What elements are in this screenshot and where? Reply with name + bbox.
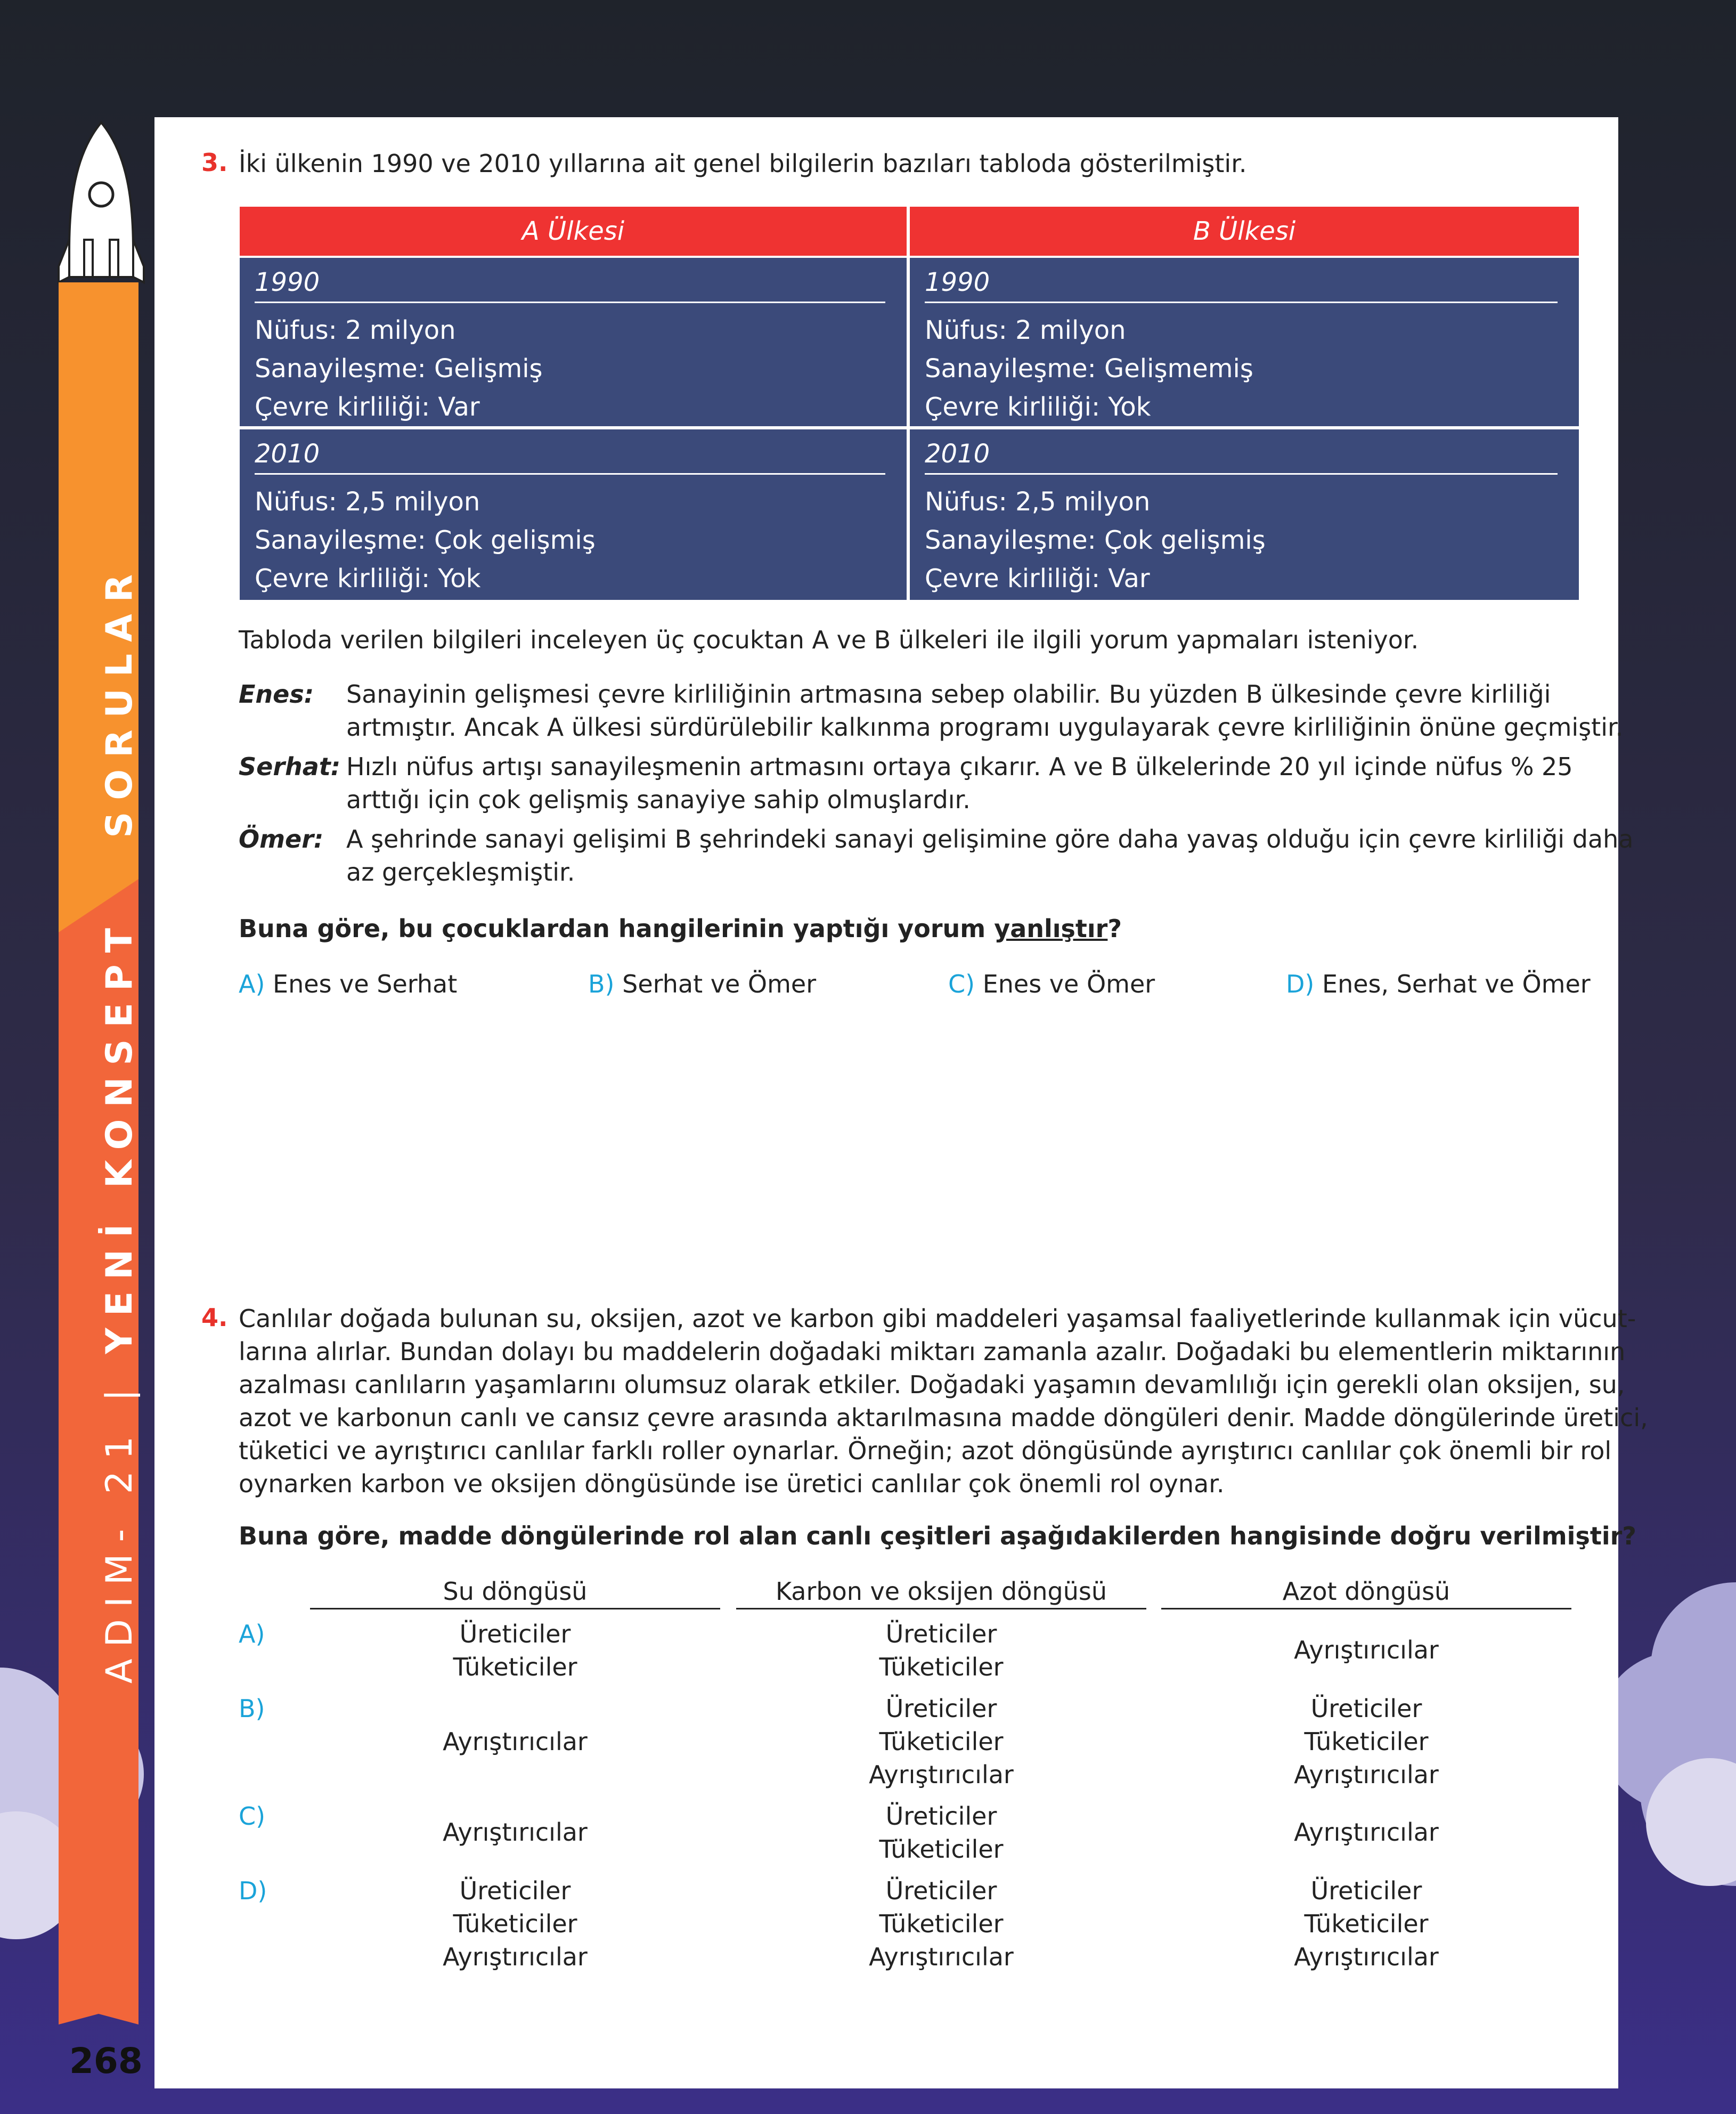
divider (925, 473, 1558, 475)
q3-option-a[interactable] (239, 967, 457, 1001)
q4-option-a[interactable]: A) (239, 1620, 265, 1648)
paragraph-line: oynarken karbon ve oksijen döngüsünde ise üretici canlılar çok önemli rol oynar. (239, 1469, 1225, 1498)
q3-option-b[interactable] (588, 967, 816, 1001)
paragraph-line: Canlılar doğada bulunan su, oksijen, azot ve karbon gibi maddeleri yaşamsal faaliyetlerinde kullanmak için vücut- (239, 1304, 1636, 1333)
role: Üreticiler (885, 1876, 997, 1905)
role: Ayrıştırıcılar (1294, 1760, 1439, 1789)
prompt-text: Buna göre, bu çocuklardan hangilerinin yaptığı yorum (239, 914, 995, 943)
q4-option-d[interactable]: D) (239, 1876, 267, 1905)
role: Ayrıştırıcılar (443, 1727, 588, 1756)
option-text: Serhat ve Ömer (622, 970, 817, 998)
comment-enes-line1: Sanayinin gelişmesi çevre kirliliğinin artmasına sebep olabilir. Bu yüzden B ülkesinde çevre kirliliği (346, 680, 1551, 709)
d-carbon (736, 1874, 1146, 1973)
q3-option-c[interactable] (948, 967, 1155, 1001)
comment-serhat-line1: Hızlı nüfus artışı sanayileşmenin artmasını ortaya çıkarır. A ve B ülkelerinde 20 yıl içinde nüfus % 25 (346, 752, 1573, 781)
role: Ayrıştırıcılar (1294, 1818, 1439, 1847)
col-head-water: Su döngüsü (310, 1577, 720, 1609)
role: Ayrıştırıcılar (1294, 1636, 1439, 1664)
role: Ayrıştırıcılar (443, 1942, 588, 1971)
divider (925, 302, 1558, 303)
role: Tüketiciler (879, 1727, 1004, 1756)
role: Üreticiler (1310, 1694, 1422, 1723)
divider (255, 302, 885, 303)
role: Tüketiciler (453, 1653, 577, 1681)
option-letter: B) (588, 970, 615, 998)
option-letter: A) (239, 970, 265, 998)
q3-option-d[interactable] (1286, 967, 1591, 1001)
page-number: 268 (69, 2040, 143, 2082)
role: Tüketiciler (1304, 1909, 1429, 1938)
speaker-enes: Enes: (239, 680, 314, 709)
question-3-number: 3. (201, 148, 228, 177)
a-carbon (736, 1617, 1146, 1684)
paragraph-line: tüketici ve ayrıştırıcı canlılar farklı roller oynarlar. Örneğin; azot döngüsünde ayrıştırıcı canlılar çok önemli bir rol (239, 1436, 1612, 1465)
role: Tüketiciler (879, 1909, 1004, 1938)
role: Ayrıştırıcılar (869, 1942, 1014, 1971)
role: Üreticiler (885, 1620, 997, 1648)
paragraph-line: azalması canlıların yaşamlarını olumsuz olarak etkiler. Doğadaki yaşamın devamlılığı için gerekli olan oksijen, su, (239, 1370, 1625, 1399)
b-carbon (736, 1692, 1146, 1791)
comment-serhat-line2: arttığı için çok gelişmiş sanayiye sahip olmuşlardır. (346, 785, 971, 814)
year-label: 2010 (925, 439, 990, 469)
sidebar-concept: YENİ KONSEPT (99, 916, 141, 1354)
population: Nüfus: 2,5 milyon (925, 487, 1151, 517)
role: Tüketiciler (879, 1653, 1004, 1681)
year-label: 1990 (925, 267, 990, 297)
question-3-prompt (239, 912, 1122, 945)
cell-a-2010 (240, 429, 907, 600)
industrialization: Sanayileşme: Çok gelişmiş (255, 525, 596, 555)
pollution: Çevre kirliliği: Yok (255, 564, 481, 593)
speaker-omer: Ömer: (239, 825, 324, 853)
role: Tüketiciler (453, 1909, 577, 1938)
a-water (310, 1617, 720, 1684)
role: Tüketiciler (1304, 1727, 1429, 1756)
question-4-prompt: Buna göre, madde döngülerinde rol alan canlı çeşitleri aşağıdakilerden hangisinde doğru verilmiştir? (239, 1522, 1636, 1550)
option-text: Enes, Serhat ve Ömer (1322, 970, 1591, 998)
divider (255, 473, 885, 475)
q4-option-b[interactable]: B) (239, 1694, 265, 1723)
c-carbon (736, 1800, 1146, 1866)
sidebar-questions: SORULAR (99, 563, 141, 838)
cell-a-1990 (240, 258, 907, 426)
role: Ayrıştırıcılar (869, 1760, 1014, 1789)
role: Tüketiciler (879, 1835, 1004, 1864)
question-4-number: 4. (201, 1303, 228, 1332)
pollution: Çevre kirliliği: Var (925, 564, 1150, 593)
comment-enes-line2: artmıştır. Ancak A ülkesi sürdürülebilir kalkınma programı uygulayarak çevre kirliliğinin önüne geçmiştir. (346, 713, 1624, 742)
comment-omer-line2: az gerçekleşmiştir. (346, 858, 575, 887)
industrialization: Sanayileşme: Gelişmiş (255, 354, 543, 384)
option-text: Enes ve Ömer (982, 970, 1155, 998)
d-water (310, 1874, 720, 1973)
pollution: Çevre kirliliği: Var (255, 392, 480, 422)
industrialization: Sanayileşme: Çok gelişmiş (925, 525, 1266, 555)
population: Nüfus: 2,5 milyon (255, 487, 480, 517)
prompt-end: ? (1107, 914, 1122, 943)
sidebar-step: ADIM- 21 (99, 1424, 141, 1684)
role: Üreticiler (459, 1620, 571, 1648)
option-text: Enes ve Serhat (273, 970, 458, 998)
role: Üreticiler (1310, 1876, 1422, 1905)
option-letter: D) (1286, 970, 1315, 998)
comment-omer-line1: A şehrinde sanayi gelişimi B şehrindeki sanayi gelişimine göre daha yavaş olduğu için çevre kirliliği daha (346, 825, 1634, 853)
question-3-intro: Tabloda verilen bilgileri inceleyen üç çocuktan A ve B ülkeleri ile ilgili yorum yapmaları isteniyor. (239, 625, 1419, 654)
cell-b-1990 (910, 258, 1579, 426)
prompt-underlined: yanlıştır (994, 914, 1108, 943)
speaker-serhat: Serhat: (239, 752, 341, 781)
role: Üreticiler (885, 1694, 997, 1723)
table-header-a: A Ülkesi (240, 207, 907, 256)
option-letter: C) (948, 970, 975, 998)
b-nitrogen (1161, 1692, 1571, 1791)
population: Nüfus: 2 milyon (925, 315, 1126, 345)
year-label: 1990 (255, 267, 320, 297)
col-head-carbon: Karbon ve oksijen döngüsü (736, 1577, 1146, 1609)
cell-b-2010 (910, 429, 1579, 600)
role: Üreticiler (885, 1802, 997, 1831)
b-water (310, 1725, 720, 1758)
population: Nüfus: 2 milyon (255, 315, 456, 345)
paragraph-line: larına alırlar. Bundan dolayı bu maddelerin doğadaki miktarı zamanla azalır. Doğadaki bu elementlerin miktarının (239, 1337, 1626, 1366)
q4-option-c[interactable]: C) (239, 1802, 266, 1831)
col-head-nitrogen: Azot döngüsü (1161, 1577, 1571, 1609)
question-3-table (240, 207, 1579, 601)
paragraph-line: azot ve karbonun canlı ve cansız çevre arasında aktarılmasına madde döngüleri denir. Madde döngülerinde üretici, (239, 1403, 1648, 1432)
d-nitrogen (1161, 1874, 1571, 1973)
role: Üreticiler (459, 1876, 571, 1905)
question-3-stem: İki ülkenin 1990 ve 2010 yıllarına ait genel bilgilerin bazıları tabloda gösterilmiştir. (239, 149, 1247, 178)
sidebar-separator: | (99, 1377, 141, 1402)
pollution: Çevre kirliliği: Yok (925, 392, 1151, 422)
question-4-paragraph (239, 1302, 1648, 1500)
year-label: 2010 (255, 439, 320, 469)
a-nitrogen (1161, 1633, 1571, 1666)
sidebar-vertical-text (99, 563, 141, 1684)
table-header-b: B Ülkesi (910, 207, 1579, 256)
role: Ayrıştırıcılar (1294, 1942, 1439, 1971)
c-nitrogen (1161, 1816, 1571, 1849)
role: Ayrıştırıcılar (443, 1818, 588, 1847)
industrialization: Sanayileşme: Gelişmemiş (925, 354, 1253, 384)
c-water (310, 1816, 720, 1849)
